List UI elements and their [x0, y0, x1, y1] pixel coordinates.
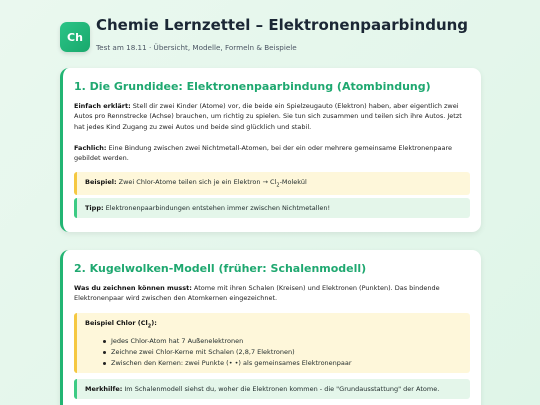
technical-label: Fachlich: — [74, 144, 107, 152]
technical-text: Eine Bindung zwischen zwei Nichtmetall-Atomen, bei der ein oder mehrere gemeinsame Elektronenpaare gebildet werden. — [74, 144, 453, 163]
memory-aid-box — [74, 379, 470, 399]
chlorine-example-title: Beispiel Chlor $(Cl_2)$: — [85, 319, 157, 330]
list-item: Zeichne zwei Chlor-Kerne mit Schalen (2,8,7 Elektronen) — [103, 347, 462, 358]
section-heading: 1. Die Grundidee: Elektronenpaarbindung (Atombindung) — [74, 80, 431, 93]
memory-aid-text: Im Schalenmodell siehst du, woher die Elektronen kommen - die "Grundausstattung" der Atome. — [122, 385, 440, 393]
tip-box — [74, 198, 470, 218]
chlorine-steps-list — [103, 336, 462, 368]
example-subscript: 2 — [276, 182, 280, 189]
simple-text: Stell dir zwei Kinder (Atome) vor, die beide ein Spielzeugauto (Elektron) haben, aber eigentlich zwei Autos pro Rennstrecke (Achse) brauchen, um richtig zu spielen. Sie tun sich zusammen und teilen sich ihre Autos. Jetzt hat jedes Kind Zugang zu zwei Autos und beide sind glücklich und stabil. — [74, 102, 462, 131]
simple-label: Einfach erklärt: — [74, 102, 131, 110]
drawing-label: Was du zeichnen können musst: — [74, 284, 192, 292]
tip-text: Elektronenpaarbindungen entstehen immer zwischen Nichtmetallen! — [103, 204, 331, 212]
example-box — [74, 172, 470, 195]
technical-definition — [74, 143, 470, 164]
page-header — [60, 14, 530, 62]
chlorine-example-box — [74, 313, 470, 373]
page-title: Chemie Lernzettel – Elektronenpaarbindung — [96, 16, 469, 34]
list-item: Zwischen den Kernen: zwei Punkte (• •) als gemeinsames Elektronenpaar — [103, 358, 462, 369]
section-heading: 2. Kugelwolken-Modell (früher: Schalenmodell) — [74, 262, 367, 275]
drawing-requirements — [74, 283, 470, 304]
list-item: Jedes Chlor-Atom hat 7 Außenelektronen — [103, 336, 462, 347]
example-text: Zwei Chlor-Atome teilen sich je ein Elektron → Cl — [116, 178, 277, 186]
tip-label: Tipp: — [85, 204, 104, 212]
memory-aid-label: Merkhilfe: — [85, 385, 123, 393]
example-label: Beispiel: — [85, 178, 117, 186]
section-card-kugelwolken — [60, 250, 481, 405]
example-text-end: -Molekül — [279, 178, 307, 186]
page-subtitle: Test am 18.11 · Übersicht, Modelle, Formeln & Beispiele — [96, 43, 297, 52]
chemistry-logo-icon: Ch — [60, 22, 90, 52]
drawing-text: Atome mit ihren Schalen (Kreisen) und Elektronen (Punkten). Das bindende Elektronenpaar wird zwischen den Atomkernen eingezeichnet. — [74, 284, 440, 303]
simple-explanation — [74, 101, 470, 132]
section-card-grundidee — [60, 68, 481, 232]
